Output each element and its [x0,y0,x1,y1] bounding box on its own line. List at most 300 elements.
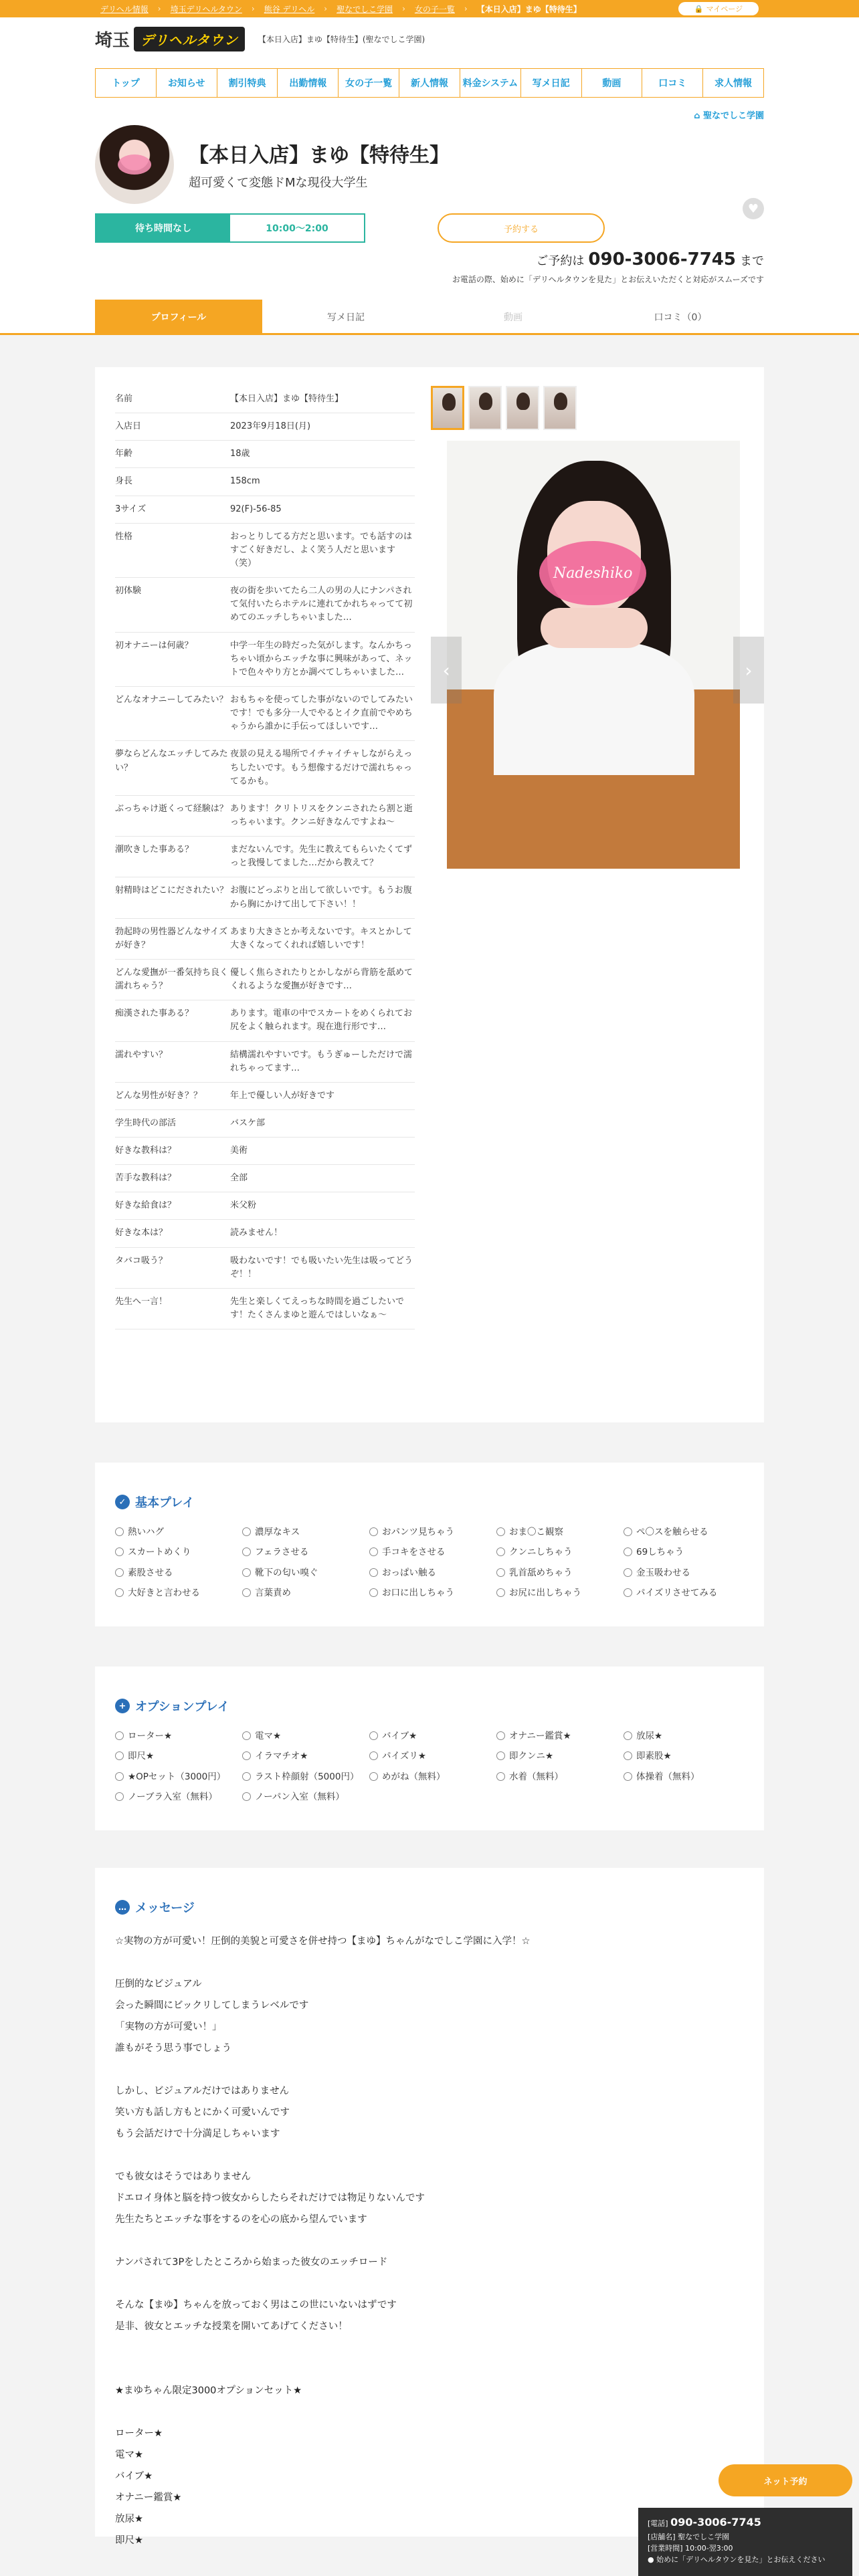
float-tel-label: [電話] [648,2519,668,2528]
wait-label: 待ち時間なし [96,215,230,241]
profile-row [115,1289,415,1329]
message-line: ナンパされて3Pをしたところから始まった彼女のエッチロード [115,2257,388,2268]
basic-play-item [624,1525,744,1539]
profile-tabs [0,300,859,335]
profile-row [115,687,415,741]
tab-diary[interactable]: 写メ日記 [327,312,365,323]
tab-reviews[interactable]: 口コミ（0） [654,312,707,323]
option-play-label: ローター★ [128,1731,173,1741]
basic-play-label: お口に出しちゃう [382,1587,454,1598]
circle-bullet-icon [115,1731,124,1740]
profile-value: 美術 [230,1146,248,1156]
catch-copy: 超可愛くて変態ドMな現役大学生 [189,176,368,190]
nav-item-price[interactable]: 料金システム [460,69,521,97]
shop-link[interactable] [95,104,764,121]
basic-play-label: クンニしちゃう [509,1547,573,1558]
message-line: ★まゆちゃん限定3000オプションセット★ [115,2385,302,2396]
option-play-item [115,1729,235,1743]
message-line: しかし、ビジュアルだけではありません [115,2086,290,2097]
profile-row [115,524,415,578]
profile-key: 先生へ一言！ [115,1296,168,1307]
message-line [115,2337,744,2359]
breadcrumb-item[interactable]: 女の子一覧 [414,4,455,14]
profile-value: まだないんです。先生に教えてもらいたくてずっと我慢してました…だから教えて？ [230,845,412,869]
option-play-item [624,1749,744,1763]
basic-play-label: 素股させる [128,1567,173,1578]
option-play-section [95,1667,764,1830]
option-play-label: 体操着（無料） [636,1771,700,1782]
profile-row [115,837,415,877]
message-line: ☆実物の方が可愛い！圧倒的美貌と可愛さを併せ持つ【まゆ】ちゃんがなでしこ学園に入学！☆ [115,1936,531,1947]
logo-brand: デリヘルタウン [134,27,245,51]
option-play-item [496,1749,617,1763]
option-play-item [242,1729,363,1743]
basic-play-item [242,1545,363,1559]
thumbnail-strip [431,386,744,430]
chat-bubble-icon: … [115,1900,130,1915]
profile-value: 結構濡れやすいです。もうぎゅーしただけで濡れちゃってます… [230,1049,412,1073]
option-play-title: オプションプレイ [135,1700,229,1714]
option-play-item [115,1790,235,1804]
message-heading [115,1899,744,1916]
profile-title [189,138,450,191]
profile-value: 158cm [230,476,260,487]
circle-bullet-icon [624,1731,632,1740]
basic-play-item [115,1586,235,1600]
float-hours-line: [営業時間] 10:00-翌3:00 [648,2543,733,2553]
option-play-item [115,1770,235,1784]
circle-bullet-icon [242,1751,251,1760]
photo-next-arrow-icon[interactable]: › [733,637,764,704]
tab-video: 動画 [504,312,522,323]
message-line: ローター★ [115,2428,163,2439]
option-play-label: パイズリ★ [382,1751,426,1762]
circle-bullet-icon [115,1527,124,1536]
nav-item-recruit[interactable]: 求人情報 [714,78,753,89]
profile-row [115,919,415,960]
status-row [95,213,764,243]
message-line [115,2273,744,2294]
basic-play-grid [115,1525,744,1600]
message-line [115,2059,744,2080]
profile-key: 学生時代の部活 [115,1117,177,1128]
circle-bullet-icon [115,1568,124,1577]
nav-item-top[interactable]: トップ [96,69,157,97]
profile-row [115,468,415,496]
profile-key: 初体験 [115,586,142,597]
circle-bullet-icon [369,1588,378,1597]
profile-key: 痴漢された事ある？ [115,1008,194,1019]
profile-value: あります。電車の中でスカートをめくられてお尻をよく触られます。現在進行形です… [230,1008,412,1033]
circle-bullet-icon [369,1751,378,1760]
photo-gallery [431,386,753,1384]
message-line: そんな【まゆ】ちゃんを放っておく男はこの世にいないはずです [115,2300,397,2311]
nav-item-discount[interactable]: 割引特典 [217,69,278,97]
circle-bullet-icon [624,1547,632,1556]
nav-item-reviews[interactable]: 口コミ [642,69,703,97]
profile-key: 濡れやすい？ [115,1049,168,1060]
basic-play-label: パイズリさせてみる [636,1587,718,1598]
basic-play-item [624,1586,744,1600]
profile-row [115,1042,415,1083]
nav-item-schedule[interactable]: 出勤情報 [278,69,339,97]
message-line: もう会話だけで十分満足しちゃいます [115,2129,280,2139]
profile-key: どんな愛撫が一番気持ち良く濡れちゃう？ [115,967,229,992]
message-line: 圧倒的なビジュアル [115,1979,202,1990]
profile-row [115,877,415,918]
circle-bullet-icon [369,1772,378,1781]
profile-row [115,1192,415,1220]
basic-play-section [95,1463,764,1626]
profile-row [115,1248,415,1289]
profile-row [115,1110,415,1138]
message-line [115,2401,744,2423]
info-icon: ● [648,2555,654,2564]
nav-wrapper [0,60,859,104]
basic-play-label: フェラさせる [255,1547,309,1558]
site-header [0,17,859,60]
profile-row [115,1000,415,1041]
circle-bullet-icon [242,1588,251,1597]
mypage-button[interactable] [678,2,759,15]
option-play-label: ノーブラ入室（無料） [128,1791,217,1802]
check-circle-icon: ✓ [115,1495,130,1509]
circle-bullet-icon [496,1772,505,1781]
breadcrumb: デリヘル情報 › 埼玉デリヘルタウン › 熊谷 デリヘル › 聖なでしこ学園 › 女の子一覧 › 【本日入店】まゆ【特待生】 [100,4,581,14]
profile-row [115,1083,415,1110]
option-play-label: ★OPセット（3000円） [128,1771,226,1782]
basic-play-item [115,1525,235,1539]
option-play-item [496,1770,617,1784]
circle-bullet-icon [496,1588,505,1597]
profile-key: 名前 [115,394,133,404]
profile-key: 潮吹きした事ある？ [115,845,194,855]
profile-row [115,796,415,837]
basic-play-label: 金玉吸わせる [636,1567,690,1578]
nav-item-newcomers[interactable]: 新人情報 [399,69,460,97]
basic-play-item [242,1525,363,1539]
circle-bullet-icon [496,1547,505,1556]
message-line [115,2359,744,2380]
thumbnail[interactable] [468,386,502,430]
basic-play-label: 熱いハグ [128,1527,164,1537]
tel-number[interactable]: 090-3006-7745 [588,249,736,270]
profile-value: 【本日入店】まゆ【特待生】 [230,394,344,404]
circle-bullet-icon [115,1547,124,1556]
option-play-label: 水着（無料） [509,1771,563,1782]
basic-play-label: 濃厚なキス [255,1527,300,1537]
option-play-grid [115,1729,744,1804]
profile-key: 好きな給食は？ [115,1200,177,1211]
basic-play-label: お尻に出しちゃう [509,1587,581,1598]
mypage-label: マイページ [706,5,743,13]
option-play-item [624,1729,744,1743]
profile-key: 入店日 [115,421,142,432]
site-logo[interactable] [95,27,245,51]
basic-play-item [496,1545,617,1559]
option-play-label: 即素股★ [636,1751,672,1762]
float-tel-number[interactable]: 090-3006-7745 [670,2516,761,2529]
message-body [115,1931,744,2551]
circle-bullet-icon [115,1751,124,1760]
profile-row [115,386,415,413]
basic-play-item [369,1525,490,1539]
tel-suffix: まで [740,254,764,268]
nav-item-video[interactable]: 動画 [582,69,643,97]
breadcrumb-item[interactable]: 熊谷 デリヘル [264,4,315,14]
circle-bullet-icon [624,1751,632,1760]
circle-bullet-icon [242,1547,251,1556]
float-note [648,2554,843,2565]
circle-bullet-icon [115,1772,124,1781]
breadcrumb-item[interactable]: デリヘル情報 [100,4,149,14]
photo-hands [541,608,648,648]
message-line: 会った瞬間にビックリしてしまうレベルです [115,2000,309,2011]
profile-value: 優しく焦らされたりとかしながら背筋を舐めてくれるような愛撫が好きです… [230,967,413,992]
message-line: オナニー鑑賞★ [115,2492,182,2503]
option-play-item [242,1770,363,1784]
profile-row [115,1138,415,1165]
circle-bullet-icon [496,1568,505,1577]
message-line: 電マ★ [115,2450,143,2460]
profile-key: 年齢 [115,449,133,459]
basic-play-item [369,1586,490,1600]
basic-play-label: 大好きと言わせる [128,1587,200,1598]
profile-row [115,413,415,441]
profile-row [115,441,415,468]
basic-play-label: 69しちゃう [636,1547,684,1558]
float-note-text: 始めに「デリヘルタウンを見た」とお伝えください [656,2555,826,2564]
breadcrumb-current: 【本日入店】まゆ【特待生】 [476,4,581,14]
face-mask-logo: Nadeshiko [539,541,646,605]
option-play-label: イラマチオ★ [255,1751,308,1762]
profile-key: 射精時はどこにだされたい？ [115,885,229,896]
header-subtitle: 【本日入店】まゆ【特待生】(聖なでしこ学園) [258,34,425,44]
option-play-item [496,1729,617,1743]
option-play-item [369,1729,490,1743]
option-play-heading [115,1697,744,1715]
profile-value: 中学一年生の時だった気がします。なんかちっちゃい頃からエッチな事に興味があって、ネットで色々やり方とか調べてしちゃいました… [230,640,413,677]
profile-value: お腹にどっぷりと出して欲しいです。もうお腹から胸にかけて出して下さい！！ [230,885,412,909]
avatar [95,125,174,204]
basic-play-label: 手コキをさせる [382,1547,446,1558]
option-play-item [115,1749,235,1763]
basic-play-item [496,1566,617,1580]
option-play-label: 即尺★ [128,1751,155,1762]
circle-bullet-icon [369,1547,378,1556]
profile-row [115,1165,415,1192]
basic-play-label: 乳首舐めちゃう [509,1567,573,1578]
basic-play-item [242,1566,363,1580]
profile-value: あまり大きさとか考えないです。キスとかして大きくなってくれれば嬉しいです！ [230,926,412,950]
circle-bullet-icon [369,1568,378,1577]
profile-value: 米父粉 [230,1200,257,1211]
circle-bullet-icon [624,1588,632,1597]
nav-item-news[interactable]: お知らせ [157,69,217,97]
favorite-heart-icon[interactable]: ♥ [743,198,764,219]
circle-bullet-icon [369,1731,378,1740]
option-play-item [242,1790,363,1804]
profile-value: あります！クリトリスをクンニされたら割と逝っちゃいます。クンニ好きなんですよね～ [230,803,413,827]
message-line: でも彼女はそうではありません [115,2171,251,2182]
tab-profile[interactable]: プロフィール [95,300,262,333]
photo-body [494,641,694,775]
option-play-label: 放尿★ [636,1731,663,1741]
plus-circle-icon: + [115,1699,130,1713]
basic-play-item [496,1586,617,1600]
nav-item-diary[interactable]: 写メ日記 [521,69,582,97]
profile-key: 初オナニーは何歳？ [115,640,193,651]
tel-note: お電話の際、始めに「デリヘルタウンを見た」とお伝えいただくと対応がスムーズです [452,275,764,284]
tel-line [95,249,764,270]
float-shop-line: [店舗名] 聖なでしこ学園 [648,2532,730,2541]
circle-bullet-icon [242,1731,251,1740]
circle-bullet-icon [496,1527,505,1536]
profile-row [115,1220,415,1247]
floating-tel-box[interactable] [638,2508,852,2576]
profile-key: 身長 [115,476,133,487]
breadcrumb-item[interactable]: 埼玉デリヘルタウン [170,4,242,14]
circle-bullet-icon [369,1527,378,1536]
circle-bullet-icon [496,1751,505,1760]
message-line: 即尺★ [115,2535,143,2546]
work-hours: 10:00〜2:00 [266,223,328,234]
option-play-label: 電マ★ [255,1731,282,1741]
option-play-item [369,1749,490,1763]
basic-play-label: スカートめくり [128,1547,191,1558]
profile-value: 2023年9月18日(月) [230,421,311,432]
profile-key: 夢ならどんなエッチしてみたい？ [115,749,228,773]
message-line: バイブ★ [115,2471,153,2482]
circle-bullet-icon [115,1792,124,1801]
circle-bullet-icon [624,1568,632,1577]
profile-value: 18歳 [230,449,250,459]
profile-value: 夜の街を歩いてたら二人の男の人にナンパされて気付いたらホテルに連れてかれちゃってて初めてのエッチしちゃいました… [230,586,413,623]
photo-prev-arrow-icon[interactable]: ‹ [431,637,462,704]
profile-title-row [95,125,764,204]
thumbnail[interactable] [506,386,539,430]
basic-play-heading [115,1493,744,1511]
circle-bullet-icon [624,1527,632,1536]
circle-bullet-icon [115,1588,124,1597]
profile-row [115,633,415,687]
basic-play-label: おパンツ見ちゃう [382,1527,454,1537]
logo-pref: 埼玉 [95,30,130,51]
top-bar [0,0,859,17]
home-icon: ⌂ [694,111,700,121]
message-line: 誰もがそう思う事でしょう [115,2043,231,2054]
profile-value: 吸わないです！でも吸いたい先生は吸ってどうぞ！！ [230,1255,413,1279]
profile-value: おっとりしてる方だと思います。でも話すのはすごく好きだし、よく笑う人だと思います（笑） [230,531,412,568]
profile-row [115,960,415,1000]
profile-value: おもちゃを使ってした事がないのでしてみたいです！でも多分一人でやるとイク直前でやめちゃうから誰かに手伝ってほしいです… [230,694,413,732]
basic-play-item [624,1545,744,1559]
thumbnail[interactable] [543,386,577,430]
profile-value: 夜景の見える場所でイチャイチャしながらえっちしたいです。もう想像するだけで濡れちゃってるかも。 [230,749,413,786]
profile-key: どんな男性が好き？？ [115,1090,203,1101]
reserve-button[interactable]: 予約する [438,213,605,243]
circle-bullet-icon [624,1772,632,1781]
option-play-item [369,1770,490,1784]
profile-panel [95,367,764,1422]
profile-key: 勃起時の男性器どんなサイズが好き？ [115,926,227,950]
basic-play-label: おっぱい触る [382,1567,436,1578]
profile-value: 先生と楽しくてえっちな時間を過ごしたいです！たくさんまゆと遊んではしいなぁ～ [230,1296,405,1321]
basic-play-item [115,1566,235,1580]
message-line [115,2230,744,2252]
profile-header [0,104,859,300]
wait-status [95,213,365,243]
profile-table [115,386,415,1384]
message-title: メッセージ [135,1901,195,1915]
option-play-label: ノーパン入室（無料） [255,1791,345,1802]
basic-play-item [115,1545,235,1559]
basic-play-item [369,1545,490,1559]
message-line: 放尿★ [115,2514,143,2525]
option-play-label: めがね（無料） [382,1771,446,1782]
profile-row [115,578,415,632]
net-reserve-button[interactable]: ネット予約 [719,2464,852,2496]
message-line: 是非、彼女とエッチな授業を開いてあげてください！ [115,2321,348,2332]
circle-bullet-icon [242,1772,251,1781]
shop-name: 聖なでしこ学園 [702,111,764,121]
profile-key: 好きな本は？ [115,1228,168,1239]
message-line: 笑い方も話し方もとにかく可愛いんです [115,2107,290,2118]
option-play-label: 即クンニ★ [509,1751,554,1762]
lock-icon: 🔒 [694,4,704,13]
profile-key: 好きな教科は？ [115,1146,177,1156]
message-line: 先生たちとエッチな事をするのを心の底から望んでいます [115,2214,367,2225]
profile-key: 性格 [115,531,133,542]
message-section [95,1868,764,2546]
basic-play-title: 基本プレイ [135,1496,195,1510]
circle-bullet-icon [242,1792,251,1801]
basic-play-item [369,1566,490,1580]
basic-play-label: 言葉責め [255,1587,291,1598]
circle-bullet-icon [242,1568,251,1577]
main-photo [447,441,740,869]
profile-row [115,496,415,524]
profile-key: どんなオナニーしてみたい？ [115,694,228,705]
option-play-label: オナニー鑑賞★ [509,1731,571,1741]
option-play-label: バイブ★ [382,1731,417,1741]
option-play-item [624,1770,744,1784]
basic-play-label: ペ〇スを触らせる [636,1527,708,1537]
main-nav [95,68,764,98]
breadcrumb-item[interactable]: 聖なでしこ学園 [337,4,393,14]
basic-play-label: 靴下の匂い嗅ぐ [255,1567,318,1578]
thumbnail[interactable] [431,386,464,430]
circle-bullet-icon [242,1527,251,1536]
option-play-item [242,1749,363,1763]
circle-bullet-icon [496,1731,505,1740]
girl-name: 【本日入店】まゆ【特待生】 [189,144,450,167]
profile-value: 年上で優しい人が好きです [230,1090,335,1101]
profile-key: 苦手な教科は？ [115,1173,177,1184]
profile-row [115,741,415,795]
profile-value: 全部 [230,1173,248,1184]
message-line [115,1952,744,1973]
profile-value: 92(F)-56-85 [230,504,282,514]
basic-play-label: おま〇こ観察 [509,1527,563,1537]
option-play-label: ラスト枠顔射（5000円） [255,1771,359,1782]
profile-key: 3サイズ [115,504,147,514]
profile-value: 読みません！ [230,1228,283,1239]
message-line [115,2145,744,2166]
nav-item-girls[interactable]: 女の子一覧 [339,69,399,97]
tel-prefix: ご予約は [536,254,585,268]
profile-value: バスケ部 [230,1117,266,1128]
